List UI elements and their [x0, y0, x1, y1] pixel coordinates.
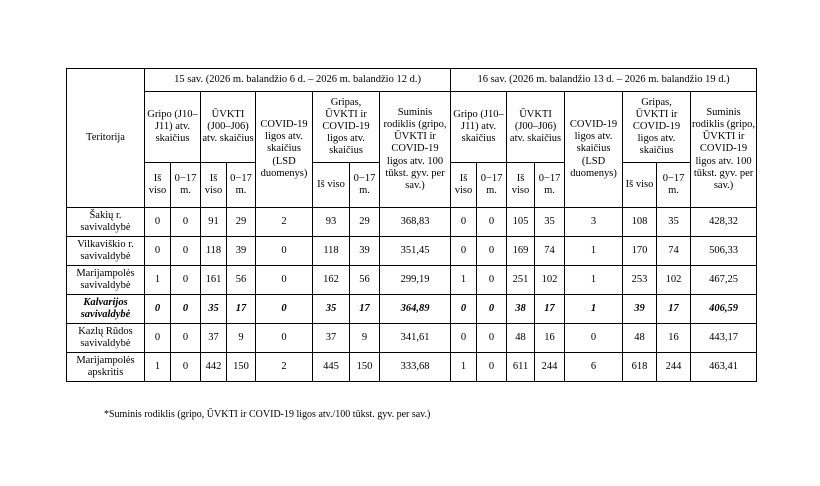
w16-cell: 0: [477, 353, 507, 382]
w15-cell: 445: [313, 353, 350, 382]
w15-cell: 9: [350, 324, 380, 353]
w15-cell: 2: [256, 353, 313, 382]
w16-cell: 406,59: [691, 295, 757, 324]
w16-cell: 39: [623, 295, 657, 324]
w15-uri-header: ŪVKTI (J00–J06) atv. skaičius: [201, 92, 256, 163]
table-row: [67, 237, 757, 266]
w16-cell: 0: [477, 266, 507, 295]
table-row: [67, 208, 757, 237]
w16-cell: 6: [565, 353, 623, 382]
w16-flu-age-header: 0−17 m.: [477, 163, 507, 208]
w16-combined-header: Gripas, ŪVKTI ir COVID-19 ligos atv. skaičius: [623, 92, 691, 163]
w15-cell: 56: [350, 266, 380, 295]
w16-cell: 0: [451, 295, 477, 324]
w15-flu-total-header: Iš viso: [145, 163, 171, 208]
w16-uri-total-header: Iš viso: [507, 163, 535, 208]
w16-cell: 251: [507, 266, 535, 295]
w16-cell: 506,33: [691, 237, 757, 266]
table-row: [67, 295, 757, 324]
w15-cell: 0: [171, 353, 201, 382]
w15-cell: 0: [145, 295, 171, 324]
w16-cell: 1: [565, 266, 623, 295]
w15-cell: 368,83: [380, 208, 451, 237]
territory-name: Kalvarijos savivaldybė: [67, 295, 145, 324]
w16-cell: 35: [535, 208, 565, 237]
w15-combined-total-header: Iš viso: [313, 163, 350, 208]
w15-cell: 0: [256, 237, 313, 266]
w16-cell: 0: [565, 324, 623, 353]
w16-cell: 48: [623, 324, 657, 353]
w16-cell: 108: [623, 208, 657, 237]
w15-cell: 0: [171, 324, 201, 353]
w16-cell: 0: [451, 324, 477, 353]
territory-name: Marijampolės apskritis: [67, 353, 145, 382]
w15-cell: 0: [171, 295, 201, 324]
w15-cell: 162: [313, 266, 350, 295]
w16-cell: 611: [507, 353, 535, 382]
w16-cell: 102: [657, 266, 691, 295]
w15-cell: 29: [350, 208, 380, 237]
territory-name: Vilkaviškio r. savivaldybė: [67, 237, 145, 266]
w15-cell: 0: [171, 266, 201, 295]
w15-cell: 0: [145, 208, 171, 237]
w15-cell: 17: [350, 295, 380, 324]
w15-rate-header: Suminis rodiklis (gripo, ŪVKTI ir COVID-19 ligos atv. 100 tūkst. gyv. per sav.): [380, 92, 451, 208]
w16-cell: 1: [565, 237, 623, 266]
w15-cell: 118: [313, 237, 350, 266]
territory-name: Marijampolės savivaldybė: [67, 266, 145, 295]
w16-cell: 16: [657, 324, 691, 353]
w16-cell: 102: [535, 266, 565, 295]
territory-name: Šakių r. savivaldybė: [67, 208, 145, 237]
w16-cell: 0: [451, 208, 477, 237]
w15-flu-age-header: 0−17 m.: [171, 163, 201, 208]
w16-cell: 74: [535, 237, 565, 266]
w16-cell: 463,41: [691, 353, 757, 382]
w15-cell: 39: [227, 237, 256, 266]
w16-cell: 1: [565, 295, 623, 324]
w16-combined-total-header: Iš viso: [623, 163, 657, 208]
w16-cell: 16: [535, 324, 565, 353]
w15-cell: 351,45: [380, 237, 451, 266]
w15-cell: 39: [350, 237, 380, 266]
w15-cell: 37: [313, 324, 350, 353]
w16-cell: 169: [507, 237, 535, 266]
w15-cell: 2: [256, 208, 313, 237]
w16-cell: 1: [451, 353, 477, 382]
w16-uri-header: ŪVKTI (J00–J06) atv. skaičius: [507, 92, 565, 163]
w15-cell: 0: [145, 324, 171, 353]
w16-cell: 0: [477, 295, 507, 324]
w16-cell: 244: [657, 353, 691, 382]
w15-cell: 17: [227, 295, 256, 324]
w15-combined-header: Gripas, ŪVKTI ir COVID-19 ligos atv. skaičius: [313, 92, 380, 163]
w16-cell: 48: [507, 324, 535, 353]
w16-cell: 618: [623, 353, 657, 382]
w15-cell: 0: [171, 237, 201, 266]
w16-covid-header: COVID-19 ligos atv. skaičius (LSD duomenys): [565, 92, 623, 208]
w16-cell: 0: [451, 237, 477, 266]
w15-cell: 9: [227, 324, 256, 353]
w15-combined-age-header: 0−17 m.: [350, 163, 380, 208]
w15-cell: 56: [227, 266, 256, 295]
w16-cell: 244: [535, 353, 565, 382]
w16-uri-age-header: 0−17 m.: [535, 163, 565, 208]
w16-cell: 74: [657, 237, 691, 266]
w16-flu-total-header: Iš viso: [451, 163, 477, 208]
table-row: [67, 324, 757, 353]
w16-cell: 1: [451, 266, 477, 295]
territory-name: Kazlų Rūdos savivaldybė: [67, 324, 145, 353]
surveillance-table: [66, 68, 757, 382]
w15-cell: 150: [227, 353, 256, 382]
w15-cell: 1: [145, 266, 171, 295]
w15-cell: 442: [201, 353, 227, 382]
w15-cell: 35: [201, 295, 227, 324]
w16-cell: 428,32: [691, 208, 757, 237]
table-row: [67, 266, 757, 295]
w16-cell: 105: [507, 208, 535, 237]
w15-cell: 0: [256, 266, 313, 295]
w16-cell: 17: [535, 295, 565, 324]
w15-cell: 93: [313, 208, 350, 237]
w16-cell: 38: [507, 295, 535, 324]
w15-cell: 333,68: [380, 353, 451, 382]
w15-covid-header: COVID-19 ligos atv. skaičius (LSD duomenys): [256, 92, 313, 208]
w16-cell: 17: [657, 295, 691, 324]
w16-cell: 0: [477, 208, 507, 237]
w16-cell: 0: [477, 324, 507, 353]
w15-cell: 341,61: [380, 324, 451, 353]
w15-cell: 0: [171, 208, 201, 237]
w15-cell: 35: [313, 295, 350, 324]
w16-cell: 170: [623, 237, 657, 266]
w16-cell: 443,17: [691, 324, 757, 353]
w15-cell: 0: [256, 295, 313, 324]
territory-header: Teritorija: [67, 69, 145, 208]
week16-header: 16 sav. (2026 m. balandžio 13 d. – 2026 m. balandžio 19 d.): [451, 69, 757, 92]
w15-cell: 37: [201, 324, 227, 353]
w15-uri-total-header: Iš viso: [201, 163, 227, 208]
w15-cell: 150: [350, 353, 380, 382]
w15-cell: 1: [145, 353, 171, 382]
w15-cell: 161: [201, 266, 227, 295]
w16-cell: 253: [623, 266, 657, 295]
w15-cell: 29: [227, 208, 256, 237]
table-row: [67, 353, 757, 382]
week15-header: 15 sav. (2026 m. balandžio 6 d. – 2026 m. balandžio 12 d.): [145, 69, 451, 92]
w15-cell: 118: [201, 237, 227, 266]
w15-flu-header: Gripo (J10–J11) atv. skaičius: [145, 92, 201, 163]
w15-cell: 0: [145, 237, 171, 266]
w16-cell: 35: [657, 208, 691, 237]
w16-cell: 467,25: [691, 266, 757, 295]
w15-cell: 299,19: [380, 266, 451, 295]
w16-rate-header: Suminis rodiklis (gripo, ŪVKTI ir COVID-19 ligos atv. 100 tūkst. gyv. per sav.): [691, 92, 757, 208]
w16-cell: 3: [565, 208, 623, 237]
w16-cell: 0: [477, 237, 507, 266]
w15-uri-age-header: 0−17 m.: [227, 163, 256, 208]
w15-cell: 0: [256, 324, 313, 353]
w15-cell: 364,89: [380, 295, 451, 324]
w16-flu-header: Gripo (J10–J11) atv. skaičius: [451, 92, 507, 163]
w16-combined-age-header: 0−17 m.: [657, 163, 691, 208]
w15-cell: 91: [201, 208, 227, 237]
footnote: *Suminis rodiklis (gripo, ŪVKTI ir COVID-19 ligos atv./100 tūkst. gyv. per sav.): [104, 409, 431, 420]
